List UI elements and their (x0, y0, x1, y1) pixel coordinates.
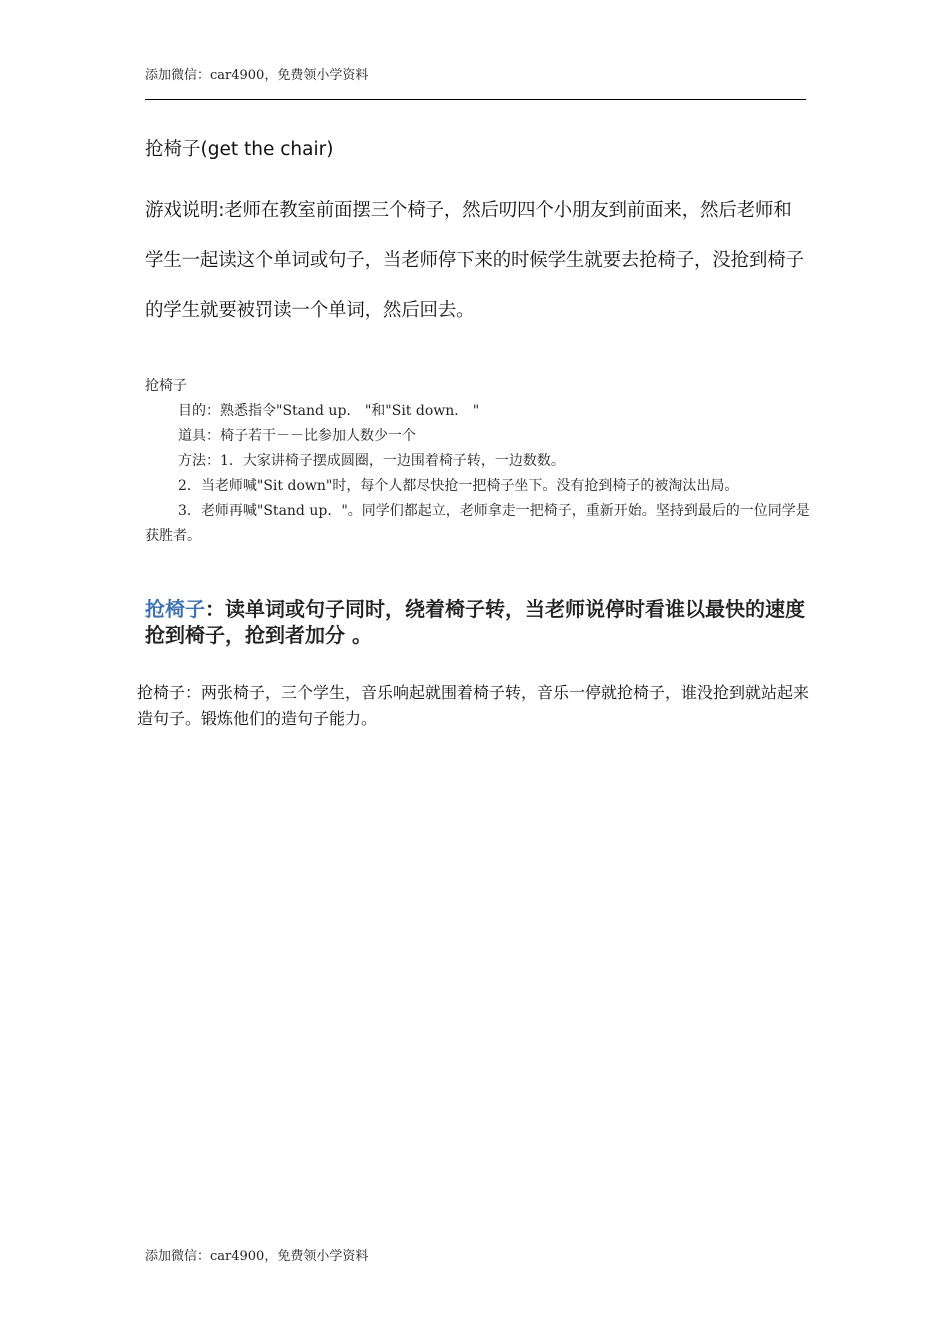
section2-step2: 2．当老师喊"Sit down"时，每个人都尽快抢一把椅子坐下。没有抢到椅子的被淘汰出局。 (178, 478, 739, 494)
section2-purpose: 目的：熟悉指令"Stand up． "和"Sit down． " (178, 403, 480, 419)
section-bold-summary (145, 596, 810, 648)
section-instructions (145, 374, 810, 549)
section-get-the-chair (145, 136, 807, 336)
section2-method: 方法：1．大家讲椅子摆成圆圈，一边围着椅子转，一边数数。 (178, 453, 565, 469)
section1-body: 游戏说明:老师在教室前面摆三个椅子，然后叨四个小朋友到前面来，然后老师和学生一起读这个单词或句子，当老师停下来的时候学生就要去抢椅子，没抢到椅子的学生就要被罚读一个单词，然后回去。 (145, 200, 804, 321)
section2-title: 抢椅子 (145, 378, 187, 394)
section-music-variant: 抢椅子：两张椅子，三个学生，音乐响起就围着椅子转，音乐一停就抢椅子，谁没抢到就站起来造句子。锻炼他们的造句子能力。 (137, 683, 810, 728)
header-divider (145, 99, 806, 100)
page-footer: 添加微信：car4900，免费领小学资料 (145, 1249, 369, 1264)
section3-title: 抢椅子 (145, 597, 205, 621)
section1-title: 抢椅子(get the chair) (145, 139, 334, 160)
section3-body: ：读单词或句子同时，绕着椅子转，当老师说停时看谁以最快的速度抢到椅子，抢到者加分 。 (145, 597, 805, 647)
section2-props: 道具：椅子若干－－比参加人数少一个 (178, 428, 416, 444)
section2-step3: 3．老师再喊"Stand up．"。同学们都起立，老师拿走一把椅子，重新开始。坚持到最后的一位同学是获胜者。 (145, 503, 810, 544)
page-header: 添加微信：car4900，免费领小学资料 (145, 68, 369, 83)
